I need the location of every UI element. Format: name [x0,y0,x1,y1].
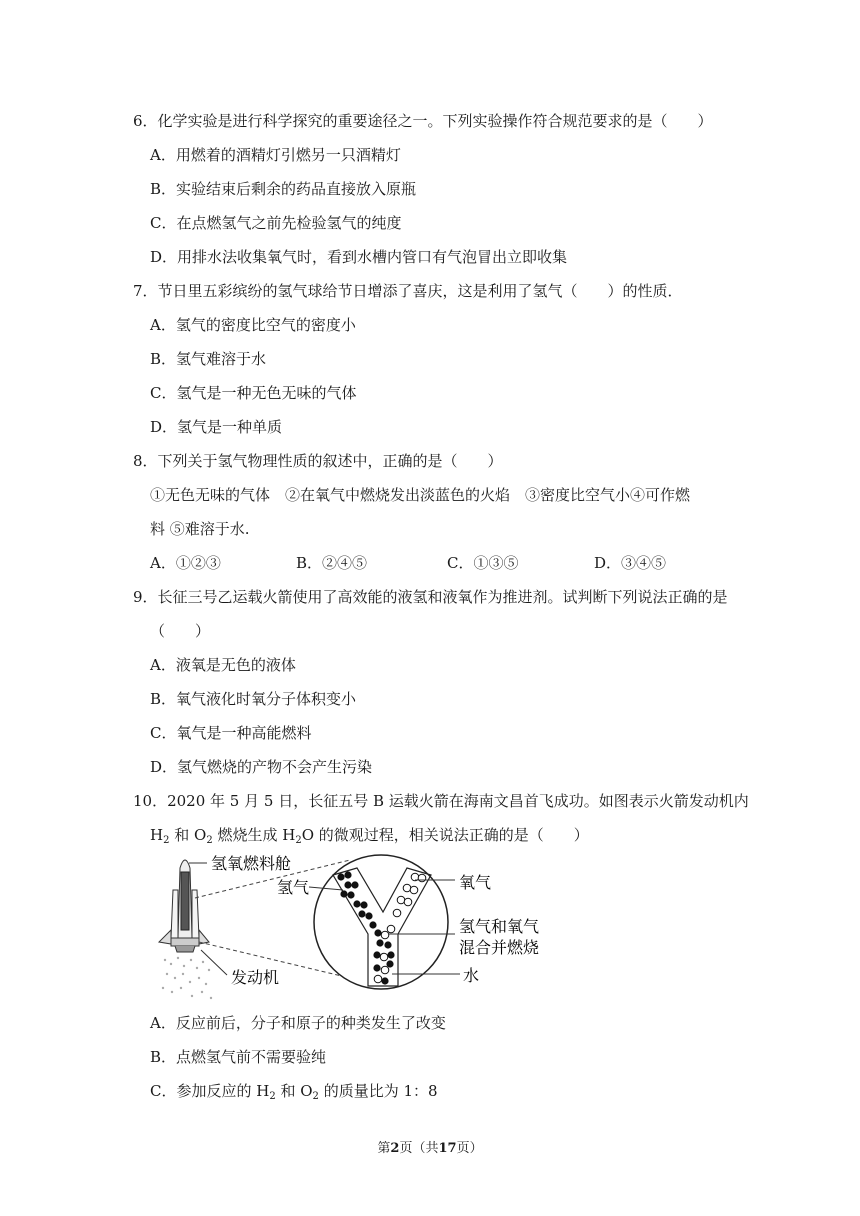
option-c-o-subscript: 2 [312,1091,319,1102]
engine-leader-line [201,950,227,975]
question-6-stem: 6．化学实验是进行科学探究的重要途径之一。下列实验操作符合规范要求的是（ ） [133,112,713,130]
question-8-option-d: D．③④⑤ [594,554,667,572]
question-6-option-a: A．用燃着的酒精灯引燃另一只酒精灯 [150,146,401,164]
question-7-option-d: D．氢气是一种单质 [150,418,283,436]
label-hydrogen: 氢气 [277,878,310,897]
rocket-icon [159,860,209,952]
footer-suffix: 页） [456,1141,483,1156]
option-c-text-mid: 和 O [275,1082,313,1100]
question-10-stem: 10．2020 年 5 月 5 日，长征五号 B 运载火箭在海南文昌首飞成功。如图表示火箭发动机内 [133,792,749,810]
option-c-text-post: 的质量比为 1：8 [318,1082,438,1100]
label-mix-line-2: 混合并燃烧 [459,938,540,957]
question-7-option-b: B．氢气难溶于水 [150,350,267,368]
question-10-option-a: A．反应前后，分子和原子的种类发生了改变 [150,1014,446,1032]
label-engine: 发动机 [231,968,280,987]
formula-burn-produce: 燃烧生成 H [212,826,296,844]
option-c-text-pre: C．参加反应的 H [150,1082,270,1100]
label-tank: 氢氧燃料舱 [211,854,292,873]
question-9-stem-continued: （ ） [150,622,211,640]
question-8-option-b: B．②④⑤ [296,554,368,572]
formula-h-symbol: H [150,826,164,844]
rocket-reaction-figure [145,850,565,1002]
question-7-option-a: A．氢气的密度比空气的密度小 [150,316,356,334]
question-7-stem: 7．节日里五彩缤纷的氢气球给节日增添了喜庆，这是利用了氢气（ ）的性质． [133,282,683,300]
question-9-option-b: B．氧气液化时氧分子体积变小 [150,690,357,708]
question-9-option-d: D．氢气燃烧的产物不会产生污染 [150,758,373,776]
formula-h-subscript: 2 [163,835,170,846]
footer-page-number: 2 [390,1141,400,1156]
page-footer [0,1137,860,1156]
question-8-stem: 8．下列关于氢气物理性质的叙述中，正确的是（ ） [133,452,503,470]
question-6-option-b: B．实验结束后剩余的药品直接放入原瓶 [150,180,417,198]
question-8-statements-line-2: 料 ⑤难溶于水. [150,520,250,538]
label-oxygen: 氧气 [459,873,492,892]
question-9-stem: 9．长征三号乙运载火箭使用了高效能的液氢和液氧作为推进剂。试判断下列说法正确的是 [133,588,728,606]
footer-middle: 页（共 [399,1141,439,1156]
question-8-statements-line-1: ①无色无味的气体 ②在氧气中燃烧发出淡蓝色的火焰 ③密度比空气小④可作燃 [150,486,691,504]
question-10-option-c [150,1081,438,1101]
label-mix-line-1: 氢气和氧气 [459,917,540,936]
question-6-option-d: D．用排水法收集氧气时，看到水槽内管口有气泡冒出立即收集 [150,248,568,266]
option-c-h-subscript: 2 [269,1091,276,1102]
question-10-stem-line-2 [150,825,589,845]
question-9-option-c: C．氧气是一种高能燃料 [150,724,312,742]
question-8-option-c: C．①③⑤ [447,554,519,572]
formula-o-subscript: 2 [206,835,213,846]
question-10-stem-rest: O 的微观过程，相关说法正确的是（ ） [301,826,589,844]
question-9-option-a: A．液氧是无色的液体 [150,656,296,674]
question-10-option-b: B．点燃氢气前不需要验纯 [150,1048,327,1066]
footer-total-pages: 17 [438,1141,457,1156]
footer-prefix: 第 [377,1141,391,1156]
question-8-option-a: A．①②③ [150,554,221,572]
question-7-option-c: C．氢气是一种无色无味的气体 [150,384,357,402]
question-6-option-c: C．在点燃氢气之前先检验氢气的纯度 [150,214,402,232]
exhaust-plume-icon [162,957,212,999]
label-water: 水 [463,966,480,985]
formula-and-o: 和 O [169,826,207,844]
formula-water-subscript: 2 [295,835,302,846]
